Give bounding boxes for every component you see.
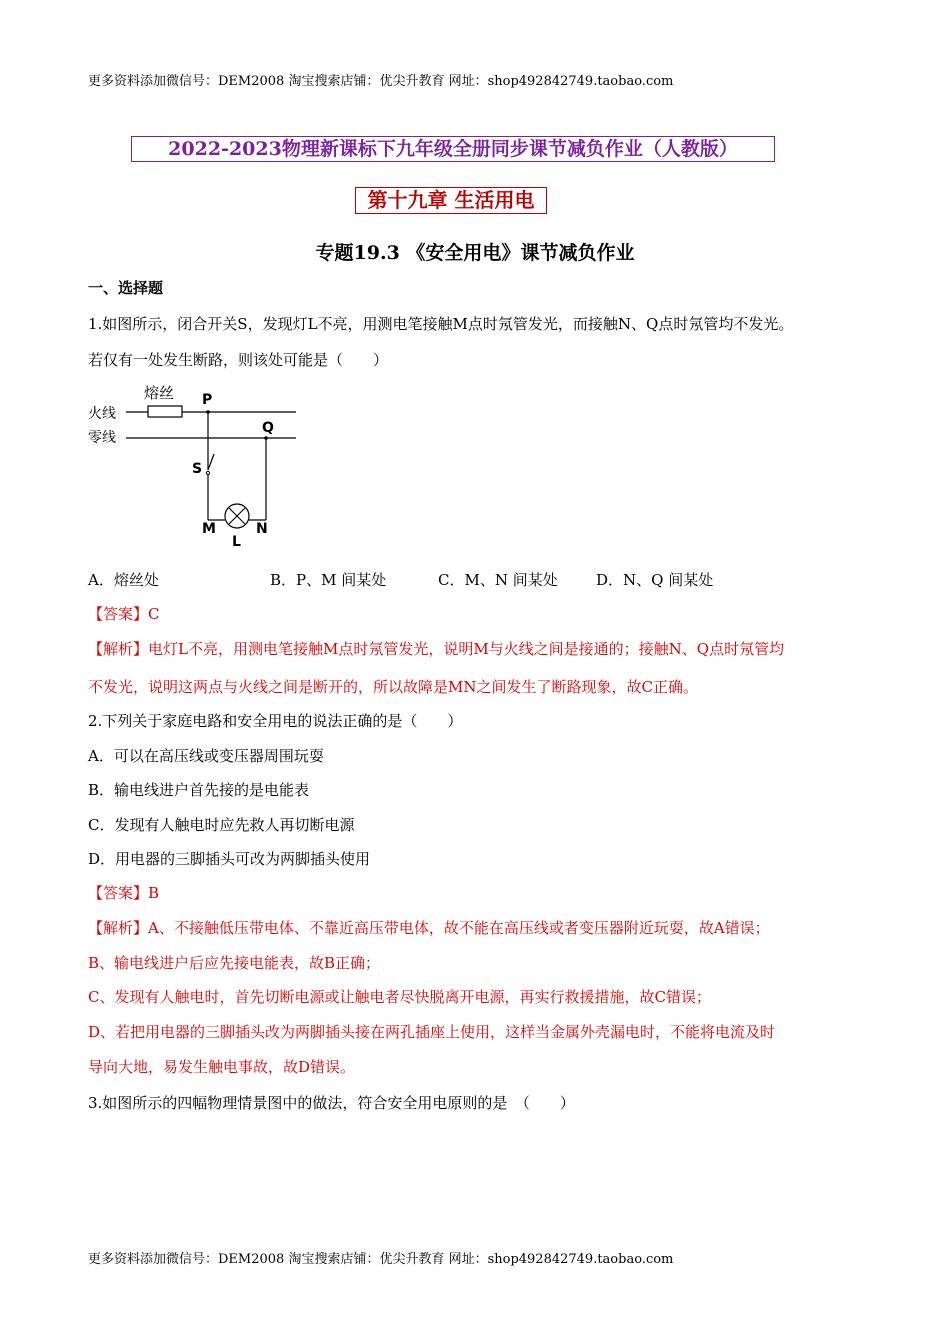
label-n: N: [256, 521, 268, 537]
q2-option-a: A．可以在高压线或变压器周围玩耍: [88, 747, 324, 765]
q2-option-c: C．发现有人触电时应先救人再切断电源: [88, 816, 355, 834]
q2-analysis-line2: B、输电线进户后应先接电能表，故B正确；: [88, 954, 381, 972]
q1-answer: 【答案】C: [88, 605, 160, 623]
q2-stem: 2.下列关于家庭电路和安全用电的说法正确的是（ ）: [88, 712, 463, 730]
page-footer: 更多资料添加微信号：DEM2008 淘宝搜索店铺：优尖升教育 网址：shop492842749.taobao.com: [88, 1252, 674, 1267]
q1-stem-line1: 1.如图所示，闭合开关S，发现灯L不亮，用测电笔接触M点时氖管发光，而接触N、Q点时氖管均不发光。: [88, 315, 794, 333]
q1-circuit-diagram: [86, 378, 306, 548]
q1-stem-line2: 若仅有一处发生断路，则该处可能是（ ）: [88, 351, 389, 369]
fuse-icon: [148, 406, 182, 417]
label-l: L: [232, 534, 241, 548]
page-header: 更多资料添加微信号：DEM2008 淘宝搜索店铺：优尖升教育 网址：shop492842749.taobao.com: [88, 74, 674, 89]
q2-answer: 【答案】B: [88, 884, 160, 902]
q1-option-b: B．P、M 间某处: [270, 571, 387, 589]
q2-analysis-line5: 导向大地，易发生触电事故，故D错误。: [88, 1058, 356, 1076]
q1-analysis-line1: 【解析】电灯L不亮，用测电笔接触M点时氖管发光，说明M与火线之间是接通的；接触N、Q点时氖管均: [88, 640, 785, 658]
q2-analysis-line1: 【解析】A、不接触低压带电体、不靠近高压带电体，故不能在高压线或者变压器附近玩耍，故A错误；: [88, 919, 770, 937]
label-p: P: [202, 392, 213, 408]
book-title: 2022-2023物理新课标下九年级全册同步课节减负作业（人教版）: [131, 136, 775, 162]
fuse-label: 熔丝: [144, 384, 175, 402]
switch-icon: [208, 454, 214, 470]
section-heading: 一、选择题: [88, 279, 164, 297]
q1-analysis-line2: 不发光，说明这两点与火线之间是断开的，所以故障是MN之间发生了断路现象，故C正确。: [88, 678, 698, 696]
q1-option-d: D．N、Q 间某处: [596, 571, 714, 589]
q3-stem: 3.如图所示的四幅物理情景图中的做法，符合安全用电原则的是 （ ）: [88, 1094, 575, 1112]
q2-analysis-line4: D、若把用电器的三脚插头改为两脚插头接在两孔插座上使用，这样当金属外壳漏电时，不能将电流及时: [88, 1023, 776, 1041]
q1-option-c: C．M、N 间某处: [438, 571, 558, 589]
label-q: Q: [262, 420, 274, 436]
chapter-title: 第十九章 生活用电: [355, 187, 547, 214]
q2-option-b: B．输电线进户首先接的是电能表: [88, 781, 310, 799]
q2-analysis-line3: C、发现有人触电时，首先切断电源或让触电者尽快脱离开电源，再实行救援措施，故C错误；: [88, 988, 711, 1006]
q1-option-a: A．熔丝处: [88, 571, 159, 589]
neutral-wire-label: 零线: [88, 430, 116, 446]
label-s: S: [192, 461, 203, 477]
live-wire-label: 火线: [88, 406, 116, 422]
label-m: M: [202, 521, 216, 537]
topic-title: 专题19.3 《安全用电》课节减负作业: [315, 242, 635, 264]
q2-option-d: D．用电器的三脚插头可改为两脚插头使用: [88, 850, 371, 868]
